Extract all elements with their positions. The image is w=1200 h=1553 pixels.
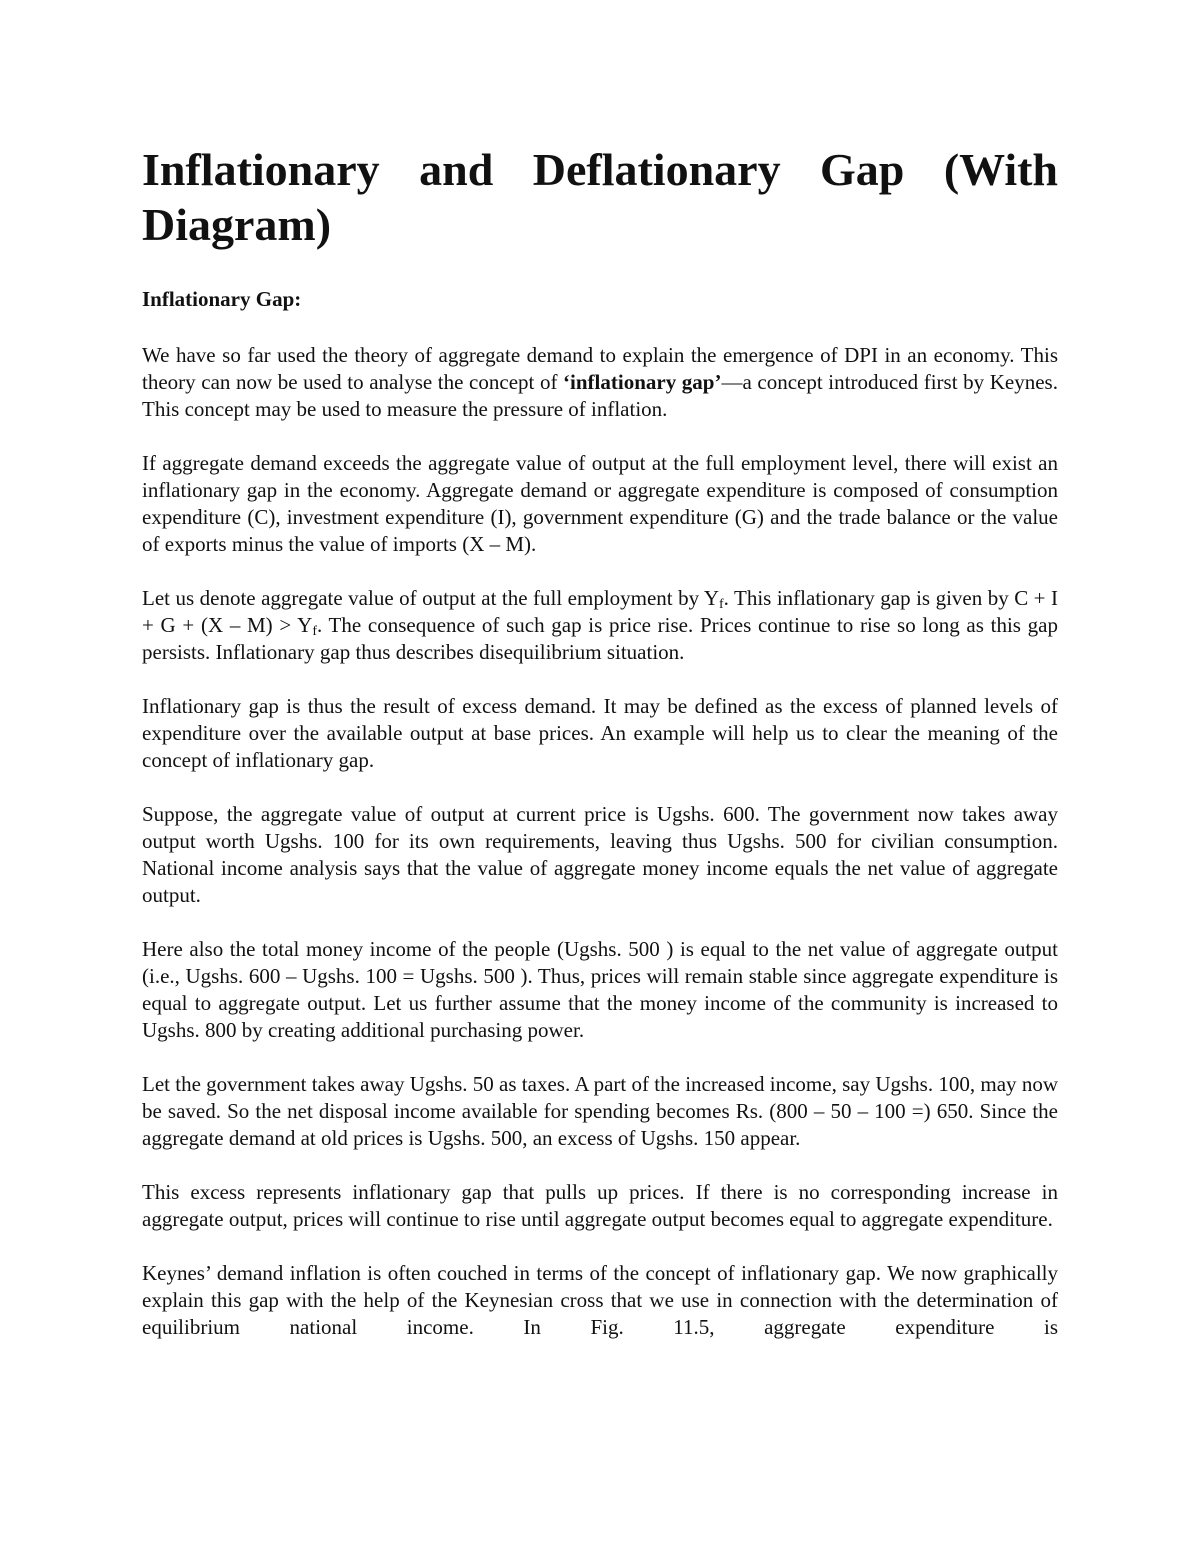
paragraph-7: Let the government takes away Ugshs. 50 as taxes. A part of the increased income, say Ugshs. 100, may now be saved. So the net disposal income available for spending becomes Rs. (800 – 50 – 100 =) 650. Since the aggregate demand at old prices is Ugshs. 500, an excess of Ugshs. 150 appear. — [142, 1072, 1058, 1150]
paragraph-3-text-c: . The consequence of such gap is price rise. Prices continue to rise so long as this gap persists. Inflationary gap thus describes disequilibrium situation. — [142, 613, 1058, 664]
paragraph-1-text-a: We have so far used the theory of aggregate demand to explain the emergence of DPI in an economy. This theory can now be used to analyse the concept of — [142, 343, 1058, 394]
paragraph-5: Suppose, the aggregate value of output at current price is Ugshs. 600. The government now takes away output worth Ugshs. 100 for its own requirements, leaving thus Ugshs. 500 for civilian consumption. National income analysis says that the value of aggregate money income equals the net value of aggregate output. — [142, 802, 1058, 907]
paragraph-2: If aggregate demand exceeds the aggregate value of output at the full employment level, there will exist an inflationary gap in the economy. Aggregate demand or aggregate expenditure is composed of consumption expenditure (C), investment expenditure (I), government expenditure (G) and the trade balance or the value of exports minus the value of imports (X – M). — [142, 451, 1058, 556]
subscript-f: f — [312, 624, 317, 639]
paragraph-3-text-a: Let us denote aggregate value of output at the full employment by Y — [142, 586, 719, 610]
paragraph-1-bold-term: ‘inflationary gap’ — [563, 370, 722, 394]
subscript-f: f — [719, 597, 724, 612]
document-page — [142, 142, 1058, 1341]
paragraph-9: Keynes’ demand inflation is often couched in terms of the concept of inflationary gap. We now graphically explain this gap with the help of the Keynesian cross that we use in connection with the determination of equilibrium national income. In Fig. 11.5, aggregate expenditure is — [142, 1261, 1058, 1339]
document-title: Inflationary and Deflationary Gap (With Diagram) — [142, 144, 1058, 250]
paragraph-1 — [142, 342, 1058, 423]
paragraph-1-text-b: —a concept introduced first by Keynes. This concept may be used to measure the pressure of inflation. — [142, 370, 1058, 421]
section-heading: Inflationary Gap: — [142, 287, 302, 311]
paragraph-4: Inflationary gap is thus the result of excess demand. It may be defined as the excess of planned levels of expenditure over the available output at base prices. An example will help us to clear the meaning of the concept of inflationary gap. — [142, 694, 1058, 772]
paragraph-8: This excess represents inflationary gap that pulls up prices. If there is no corresponding increase in aggregate output, prices will continue to rise until aggregate output becomes equal to aggregate expenditure. — [142, 1180, 1058, 1231]
paragraph-3 — [142, 585, 1058, 666]
paragraph-3-text-b: . This inflationary gap is given by C + I + G + (X – M) > Y — [142, 586, 1059, 637]
paragraph-6: Here also the total money income of the people (Ugshs. 500 ) is equal to the net value of aggregate output (i.e., Ugshs. 600 – Ugshs. 100 = Ugshs. 500 ). Thus, prices will remain stable since aggregate expenditure is equal to aggregate output. Let us further assume that the money income of the community is increased to Ugshs. 800 by creating additional purchasing power. — [142, 937, 1058, 1042]
